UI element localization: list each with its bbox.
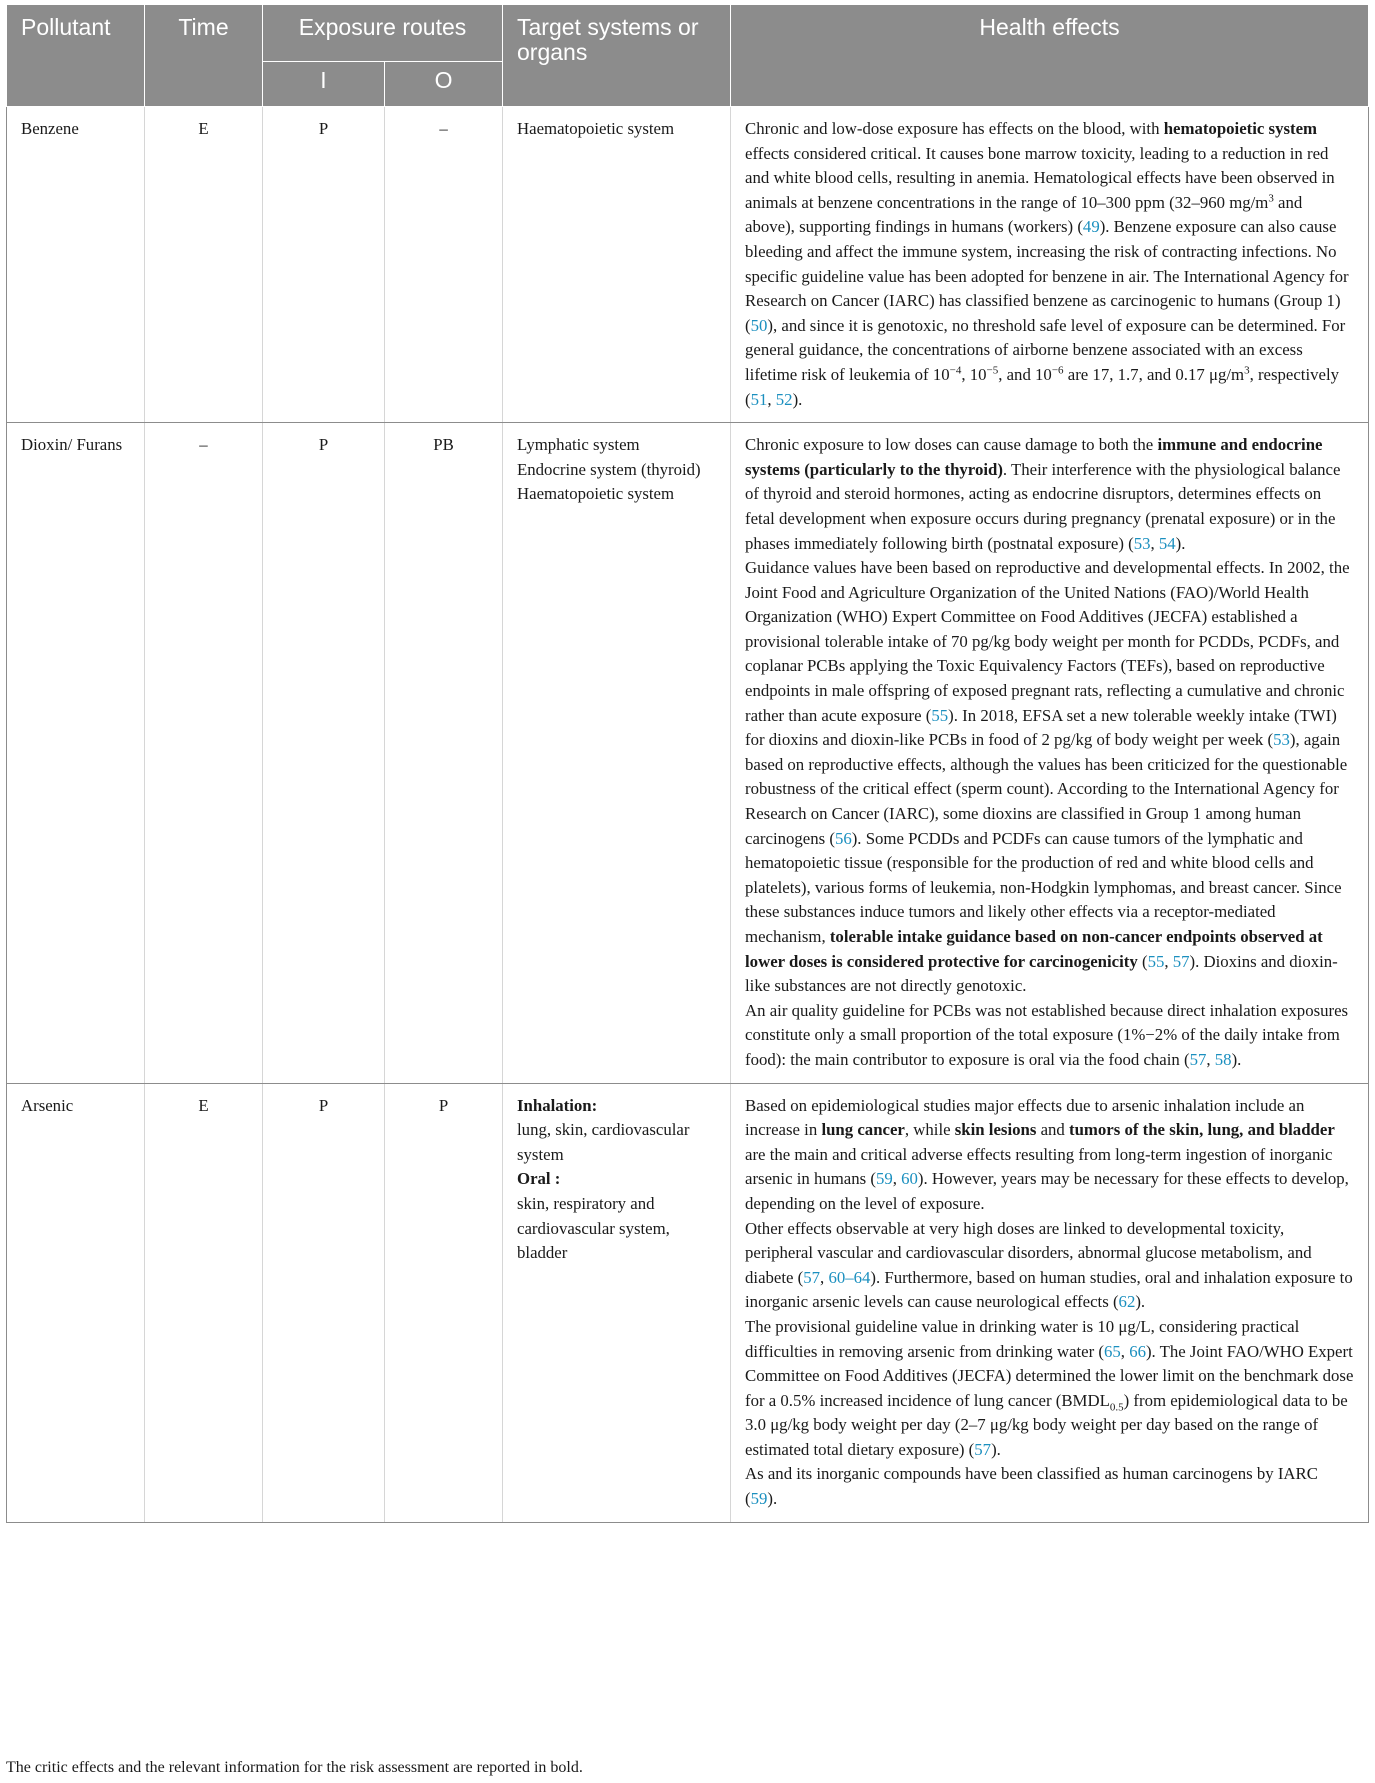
text-span: and above), supporting findings in humans (workers) (	[745, 192, 1303, 237]
time-cell: E	[145, 1083, 263, 1522]
text-span: ). The Joint FAO/WHO Expert Committee on Food Additives (JECFA) determined the lower limit on the benchmark dose for a 0.5% increased incidence of lung cancer (BMDL	[745, 1341, 1354, 1410]
reference-link[interactable]: 60–64	[828, 1267, 871, 1287]
text-span: ). Benzene exposure can also cause bleeding and affect the immune system, increasing the risk of contracting infections. No specific guideline value has been adopted for benzene in air. The International Agency for Research on Cancer (IARC) has classified benzene as carcinogenic to humans (Group 1) (	[745, 217, 1349, 335]
reference-link[interactable]: 66	[1129, 1341, 1146, 1361]
superscript: 3	[1268, 192, 1274, 205]
reference-link[interactable]: 51	[750, 389, 768, 409]
text-span: Based on epidemiological studies major effects due to arsenic inhalation include an increase in	[745, 1095, 1305, 1140]
text-span: An air quality guideline for PCBs was not established because direct inhalation exposures constitute only a small proportion of the total exposure (1%−2% of the daily intake from food): the main contributor to exposure is oral via the food chain (	[745, 1000, 1349, 1069]
health-effects-cell	[731, 107, 1369, 423]
health-effects-cell	[731, 1083, 1369, 1522]
reference-link[interactable]: 62	[1118, 1292, 1136, 1312]
reference-link[interactable]: 55	[931, 705, 949, 725]
text-span: ), again based on reproductive effects, although the values has been criticized for the questionable robustness of the critical effect (sperm count). According to the International Agency for Research on Cancer (IARC), some dioxins are classified in Group 1 among human carcinogens (	[745, 730, 1348, 848]
target-item: Haematopoietic system	[517, 119, 675, 138]
text-span: ). Some PCDDs and PCDFs can cause tumors of the lymphatic and hematopoietic tissue (responsible for the production of red and white blood cells and platelets), various forms of leukemia, non-Hodgkin lymphomas, and breast cancer. Since these substances induce tumors and likely other effects via a receptor-mediated mechanism,	[745, 828, 1342, 946]
pollutant-cell: Arsenic	[7, 1083, 145, 1522]
benzene-effects-text	[745, 117, 1354, 412]
table-header	[7, 5, 1369, 107]
text-span: ).	[792, 389, 803, 409]
text-span: , respectively (	[745, 364, 1340, 409]
target-cell	[503, 423, 731, 1083]
dioxin-effects-para-3	[745, 999, 1354, 1073]
text-span: , while	[904, 1120, 955, 1140]
bold-critical-effect: skin lesions	[954, 1120, 1037, 1140]
reference-link[interactable]: 57	[803, 1267, 821, 1287]
text-span: ).	[991, 1439, 1001, 1459]
reference-link[interactable]: 59	[875, 1169, 893, 1189]
text-span: ,	[1150, 533, 1159, 553]
header-route-inhalation: I	[263, 62, 385, 107]
text-span: effects considered critical. It causes bone marrow toxicity, leading to a reduction in red and white blood cells, resulting in anemia. Hematological effects have been observed in animals at benzene concentrations in the range of 10–300 ppm (32–960 mg/m	[745, 143, 1335, 212]
text-span: Chronic and low-dose exposure has effects on the blood, with	[745, 119, 1164, 138]
text-span: . Their interference with the physiological balance of thyroid and steroid hormones, acting as endocrine disruptors, determines effects on fetal development when exposure occurs during pregnancy (prenatal exposure) or in the phases immediately following birth (postnatal exposure) (	[745, 459, 1341, 553]
text-span: ).	[1175, 533, 1186, 553]
target-item: Haematopoietic system	[517, 484, 675, 504]
health-effects-table	[6, 4, 1369, 1523]
dioxin-effects-para-1	[745, 433, 1354, 556]
route-i-cell: P	[263, 107, 385, 423]
text-span: ).	[1135, 1292, 1146, 1312]
reference-link[interactable]: 57	[974, 1439, 992, 1459]
target-item: Endocrine system (thyroid)	[517, 459, 701, 479]
text-span: are the main and critical adverse effects resulting from long-term ingestion of inorganic arsenic in humans (	[745, 1144, 1333, 1189]
reference-link[interactable]: 53	[1133, 533, 1151, 553]
bold-critical-effect: immune and endocrine systems (particularly to the thyroid)	[745, 435, 1323, 479]
text-span: ). Dioxins and dioxin-like substances are not directly genotoxic.	[745, 951, 1338, 996]
table-footnote: The critic effects and the relevant information for the risk assessment are reported in bold.	[6, 1759, 583, 1776]
header-target-systems: Target systems or organs	[503, 5, 731, 107]
text-span: ).	[1231, 1049, 1242, 1069]
header-exposure-routes: Exposure routes	[263, 5, 503, 62]
bold-critical-effect: lung cancer	[821, 1120, 905, 1140]
text-span: ,	[820, 1267, 829, 1287]
header-time: Time	[145, 5, 263, 107]
target-inhalation-organs: lung, skin, cardiovascular system	[517, 1120, 690, 1164]
target-inhalation-label: Inhalation:	[517, 1095, 598, 1115]
text-span: are 17, 1.7, and 0.17 μg/m	[1063, 364, 1245, 384]
text-span: ).	[767, 1489, 778, 1509]
arsenic-effects-para-3	[745, 1315, 1354, 1463]
reference-link[interactable]: 65	[1104, 1341, 1121, 1361]
superscript: −5	[986, 364, 999, 377]
target-oral-organs: skin, respiratory and cardiovascular system, bladder	[517, 1193, 670, 1263]
text-span: Other effects observable at very high doses are linked to developmental toxicity, peripheral vascular and cardiovascular disorders, abnormal glucose metabolism, and diabete (	[745, 1218, 1312, 1287]
text-span: ). In 2018, EFSA set a new tolerable weekly intake (TWI) for dioxins and dioxin-like PCBs in food of 2 pg/kg of body weight per week (	[745, 705, 1337, 750]
target-cell	[503, 1083, 731, 1522]
text-span: ) from epidemiological data to be 3.0 μg/kg body weight per day (2–7 μg/kg body weight per day based on the range of estimated total dietary exposure) (	[745, 1390, 1348, 1459]
route-o-cell: –	[385, 107, 503, 423]
text-span: ), and since it is genotoxic, no threshold safe level of exposure can be determined. For general guidance, the concentrations of airborne benzene associated with an excess lifetime risk of leukemia of 10	[745, 315, 1346, 384]
route-i-cell: P	[263, 423, 385, 1083]
superscript: 3	[1244, 364, 1250, 377]
reference-link[interactable]: 56	[834, 828, 852, 848]
reference-link[interactable]: 49	[1082, 217, 1100, 237]
text-span: The provisional guideline value in drinking water is 10 μg/L, considering practical difficulties in removing arsenic from drinking water (	[745, 1316, 1300, 1361]
header-health-effects: Health effects	[731, 5, 1369, 107]
reference-link[interactable]: 60	[901, 1169, 918, 1189]
dioxin-effects-para-2	[745, 556, 1354, 999]
text-span: (	[1137, 951, 1148, 971]
text-span: , and 10	[998, 364, 1052, 384]
table-row	[7, 1083, 1369, 1522]
target-oral-label: Oral :	[517, 1169, 561, 1189]
superscript: −4	[949, 364, 962, 377]
text-span: ,	[1206, 1049, 1215, 1069]
arsenic-effects-para-2	[745, 1217, 1354, 1315]
reference-link[interactable]: 57	[1172, 951, 1190, 971]
reference-link[interactable]: 53	[1273, 730, 1290, 750]
arsenic-effects-para-4	[745, 1462, 1354, 1511]
reference-link[interactable]: 58	[1214, 1049, 1232, 1069]
superscript: −6	[1051, 364, 1064, 377]
pollutant-cell: Dioxin/ Furans	[7, 423, 145, 1083]
reference-link[interactable]: 52	[775, 389, 793, 409]
route-o-cell: P	[385, 1083, 503, 1522]
text-span: and	[1036, 1120, 1069, 1140]
reference-link[interactable]: 59	[750, 1489, 768, 1509]
arsenic-effects-para-1	[745, 1094, 1354, 1217]
header-pollutant: Pollutant	[7, 5, 145, 107]
pollutant-cell: Benzene	[7, 107, 145, 423]
text-span: Chronic exposure to low doses can cause damage to both the	[745, 435, 1158, 455]
text-span: ,	[892, 1169, 902, 1189]
text-span: Guidance values have been based on reproductive and developmental effects. In 2002, the Joint Food and Agriculture Organization of the United Nations (FAO)/World Health Organization (WHO) Expert Committee on Food Additives (JECFA) established a provisional tolerable intake of 70 pg/kg body weight per month for PCDDs, PCDFs, and coplanar PCBs applying the Toxic Equivalency Factors (TEFs), based on reproductive endpoints in male offspring of exposed pregnant rats, reflecting a cumulative and chronic rather than acute exposure (	[745, 558, 1350, 725]
reference-link[interactable]: 55	[1147, 951, 1165, 971]
subscript: 0.5	[1109, 1401, 1124, 1414]
text-span: As and its inorganic compounds have been classified as human carcinogens by IARC (	[745, 1464, 1318, 1509]
bold-critical-effect: tolerable intake guidance based on non-cancer endpoints observed at lower doses is considered protective for carcinogenicity	[745, 927, 1323, 971]
time-cell: E	[145, 107, 263, 423]
time-cell: –	[145, 423, 263, 1083]
route-i-cell: P	[263, 1083, 385, 1522]
text-span: ,	[767, 389, 776, 409]
text-span: ,	[1164, 951, 1173, 971]
text-span: ,	[1120, 1341, 1130, 1361]
reference-link[interactable]: 50	[750, 315, 768, 335]
route-o-cell: PB	[385, 423, 503, 1083]
reference-link[interactable]: 57	[1189, 1049, 1207, 1069]
target-item: Lymphatic system	[517, 435, 640, 455]
table-row	[7, 423, 1369, 1083]
bold-critical-effect: hematopoietic system	[1163, 119, 1318, 138]
header-route-oral: O	[385, 62, 503, 107]
health-effects-cell	[731, 423, 1369, 1083]
text-span: ). Furthermore, based on human studies, oral and inhalation exposure to inorganic arsenic levels can cause neurological effects (	[745, 1267, 1353, 1312]
text-span: , 10	[961, 364, 987, 384]
text-span: ). However, years may be necessary for these effects to develop, depending on the level of exposure.	[745, 1169, 1349, 1213]
bold-critical-effect: tumors of the skin, lung, and bladder	[1069, 1120, 1335, 1140]
table-row	[7, 107, 1369, 423]
reference-link[interactable]: 54	[1158, 533, 1176, 553]
health-effects-table-container	[6, 4, 1368, 1523]
target-cell	[503, 107, 731, 423]
